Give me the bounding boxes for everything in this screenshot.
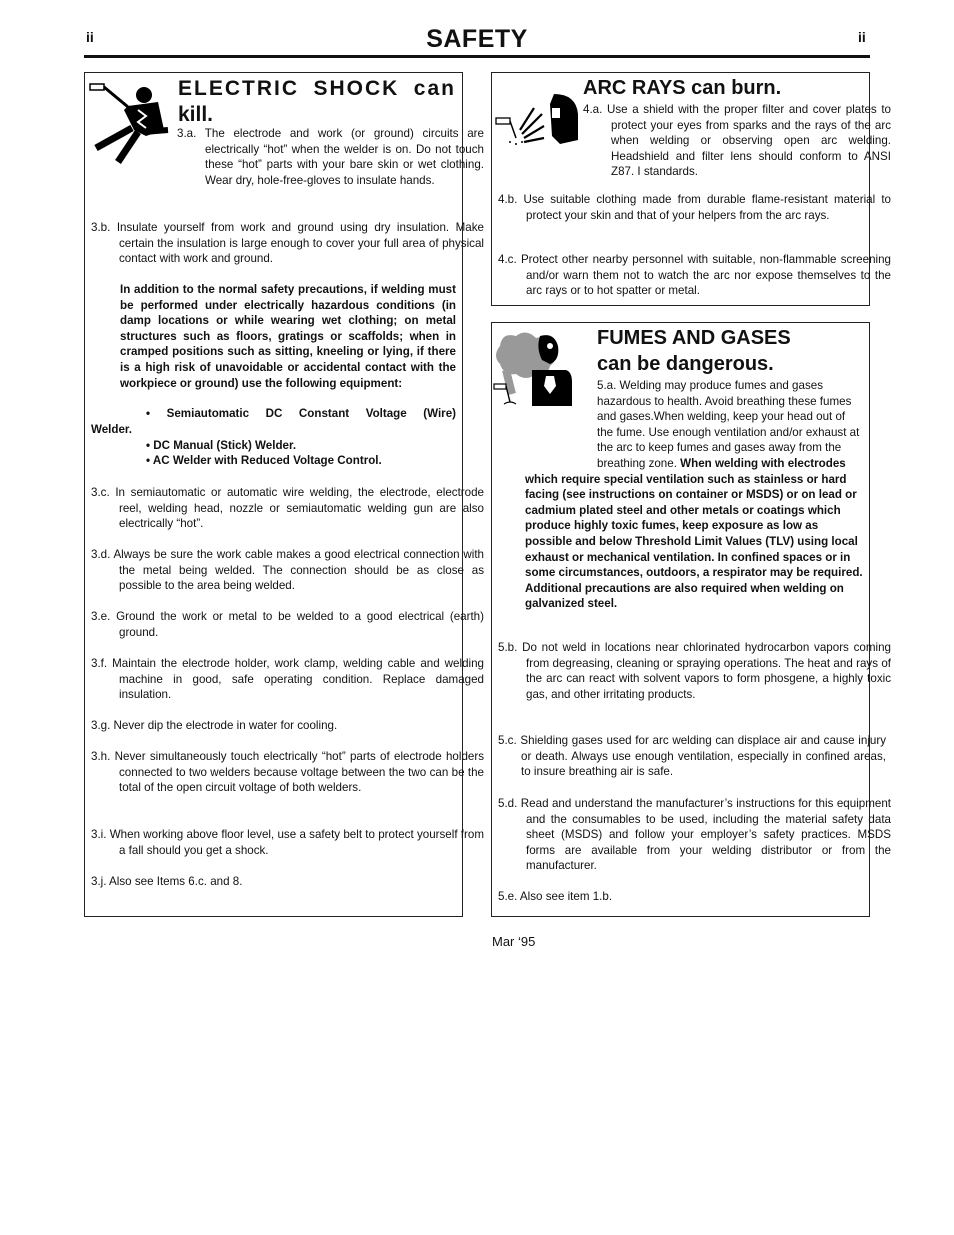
item-5b: 5.b. Do not weld in locations near chlorinated hydrocarbon vapors coming from degreasing, cleaning or spraying operations. The heat and rays of the arc can react with solvent vapors to form phosgene, a highly toxic gas, and other irritating products. bbox=[498, 641, 891, 701]
item-4b: 4.b. Use suitable clothing made from durable flame-resistant material to protect your skin and that of your helpers from the arc rays. bbox=[498, 193, 891, 222]
electric-shock-heading-line1: ELECTRIC SHOCK can bbox=[178, 77, 456, 100]
electric-shock-heading-line2: kill. bbox=[178, 103, 214, 126]
revision-date: Mar ‘95 bbox=[492, 934, 536, 949]
item-3d: 3.d. Always be sure the work cable makes a good electrical connection with the metal being welded. The connection should be as close as possible to the area being welded. bbox=[91, 548, 484, 593]
fumes-heading-line1: FUMES AND GASES bbox=[597, 327, 791, 349]
equipment-item-2: • DC Manual (Stick) Welder. bbox=[146, 439, 297, 452]
item-4c: 4.c. Protect other nearby personnel with suitable, non-flammable screening and/or warn them not to watch the arc nor expose themselves to the arc rays or to hot spatter or metal. bbox=[498, 253, 891, 298]
page-number-right: ii bbox=[858, 29, 866, 45]
item-3j: 3.j. Also see Items 6.c. and 8. bbox=[91, 875, 243, 888]
item-5a-warning: When welding with electrodes which require special ventilation such as stainless or hard facing (see instructions on container or MSDS) or on lead or cadmium plated steel and other metals or coatings which produce highly toxic fumes, keep exposure as low as possible and below Threshold Limit Values (TLV) using local exhaust or mechanical ventilation. In confined spaces or in some circumstances, outdoors, a respirator may be required. Additional precautions are also required when welding on galvanized steel. bbox=[525, 456, 863, 611]
equipment-item-3: • AC Welder with Reduced Voltage Control. bbox=[146, 454, 382, 467]
fumes-heading-line2: can be dangerous. bbox=[597, 353, 774, 375]
page-title: SAFETY bbox=[426, 25, 528, 53]
item-3b: 3.b. Insulate yourself from work and ground using dry insulation. Make certain the insulation is large enough to cover your full area of physical contact with work and ground. bbox=[91, 221, 484, 266]
item-3f: 3.f. Maintain the electrode holder, work clamp, welding cable and welding machine in good, safe operating condition. Replace damaged insulation. bbox=[91, 657, 484, 702]
hazard-warning: In addition to the normal safety precautions, if welding must be performed under electrically hazardous conditions (in damp locations or while wearing wet clothing; on metal structures such as floors, gratings or scaffolds; when in cramped positions such as sitting, kneeling or lying, if there is a high risk of unavoidable or accidental contact with the workpiece or ground) use the following equipment: bbox=[120, 283, 456, 390]
item-3h: 3.h. Never simultaneously touch electrically “hot” parts of electrode holders connected to two welders because voltage between the two can be the total of the open circuit voltage of both welders. bbox=[91, 750, 484, 795]
equipment-item-1-cont: Welder. bbox=[91, 423, 133, 436]
item-5a bbox=[525, 378, 863, 612]
item-3g: 3.g. Never dip the electrode in water for cooling. bbox=[91, 719, 338, 732]
item-3a: 3.a. The electrode and work (or ground) circuits are electrically “hot” when the welder is on. Do not touch these “hot” parts with your bare skin or wet clothing. Wear dry, hole-free-gloves to insulate hands. bbox=[177, 127, 484, 187]
page-number-left: ii bbox=[86, 29, 94, 45]
icon-wrap-spacer bbox=[525, 378, 597, 456]
item-3e: 3.e. Ground the work or metal to be welded to a good electrical (earth) ground. bbox=[91, 610, 484, 639]
item-4a: 4.a. Use a shield with the proper filter and cover plates to protect your eyes from sparks and the rays of the arc when welding or observing open arc welding. Headshield and filter lens should conform to ANSI Z87. I standards. bbox=[583, 103, 891, 179]
arc-rays-heading: ARC RAYS can burn. bbox=[583, 77, 782, 99]
item-5a-text: 5.a. Welding may produce fumes and gases hazardous to health. Avoid breathing these fumes and gases.When welding, keep your head out of the fume. Use enough ventilation and/or exhaust at the arc to keep fumes and gases away from the breathing zone. bbox=[597, 379, 860, 470]
electric-shock-icon bbox=[88, 80, 174, 168]
header-rule bbox=[84, 55, 870, 58]
item-5e: 5.e. Also see item 1.b. bbox=[498, 890, 613, 903]
item-5d: 5.d. Read and understand the manufacturer’s instructions for this equipment and the consumables to be used, including the material safety data sheet (MSDS) and follow your employer’s safety practices. MSDS forms are available from your welding distributor or from the manufacturer. bbox=[498, 797, 891, 873]
item-5c: 5.c. Shielding gases used for arc welding can displace air and cause injury or death. Always use enough ventilation, especially in confined areas, to insure breathing air is safe. bbox=[498, 734, 886, 779]
item-3i: 3.i. When working above floor level, use a safety belt to protect yourself from a fall should you get a shock. bbox=[91, 828, 484, 857]
equipment-item-1: • Semiautomatic DC Constant Voltage (Wire) bbox=[146, 407, 456, 420]
item-3c: 3.c. In semiautomatic or automatic wire welding, the electrode, electrode reel, welding head, nozzle or semiautomatic welding gun are also electrically “hot”. bbox=[91, 486, 484, 531]
arc-rays-icon bbox=[494, 90, 580, 150]
